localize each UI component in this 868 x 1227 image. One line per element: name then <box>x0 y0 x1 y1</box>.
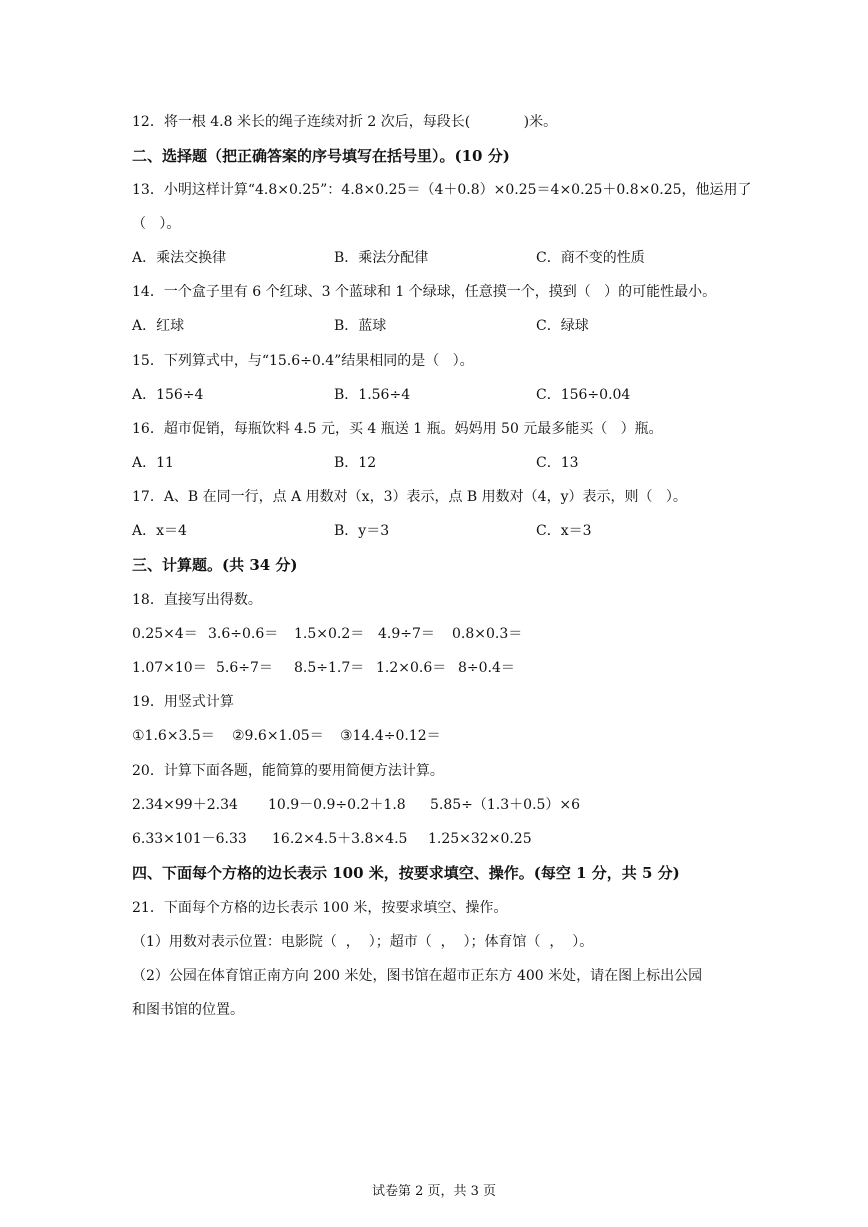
question-12: 12．将一根 4.8 米长的绳子连续对折 2 次后，每段长( )米。 <box>132 114 558 130</box>
option-a: A．156÷4 <box>132 387 204 403</box>
option-a: A．红球 <box>132 318 185 334</box>
option-c: C．x＝3 <box>536 523 592 539</box>
question-21: 21．下面每个方格的边长表示 100 米，按要求填空、操作。 <box>132 900 508 916</box>
vertical-calc-item: ①1.6×3.5＝ <box>132 728 215 744</box>
option-b: B．y＝3 <box>334 523 390 539</box>
option-c: C．156÷0.04 <box>536 387 631 403</box>
oral-calc-item: 0.8×0.3＝ <box>452 626 523 642</box>
question-14: 14．一个盒子里有 6 个红球、3 个蓝球和 1 个绿球，任意摸一个，摸到（ ）的可能性最小。 <box>132 284 717 300</box>
oral-calc-item: 1.07×10＝ <box>132 660 207 676</box>
option-a: A．乘法交换律 <box>132 250 227 266</box>
simplify-calc-item: 1.25×32×0.25 <box>428 831 532 847</box>
oral-calc-item: 1.2×0.6＝ <box>376 660 447 676</box>
oral-calc-item: 0.25×4＝ <box>132 626 198 642</box>
oral-calc-item: 8.5÷1.7＝ <box>294 660 365 676</box>
option-b: B．蓝球 <box>334 318 387 334</box>
oral-calc-item: 8÷0.4＝ <box>458 660 515 676</box>
simplify-calc-item: 16.2×4.5＋3.8×4.5 <box>272 831 408 847</box>
option-a: A．11 <box>132 455 174 471</box>
question-13-continuation: （ ）。 <box>132 216 181 232</box>
oral-calc-item: 5.6÷7＝ <box>216 660 273 676</box>
option-b: B．12 <box>334 455 377 471</box>
question-19: 19．用竖式计算 <box>132 694 234 710</box>
oral-calc-item: 4.9÷7＝ <box>378 626 435 642</box>
question-21-part-1: （1）用数对表示位置：电影院（ ， ）；超市（ ， ）；体育馆（ ， ）。 <box>132 934 594 950</box>
question-15: 15．下列算式中，与“15.6÷0.4”结果相同的是（ ）。 <box>132 353 474 369</box>
option-c: C．商不变的性质 <box>536 250 645 266</box>
section-4-title: 四、下面每个方格的边长表示 100 米，按要求填空、操作。(每空 1 分，共 5 分) <box>132 864 680 882</box>
question-20: 20．计算下面各题，能简算的要用简便方法计算。 <box>132 763 444 779</box>
oral-calc-item: 1.5×0.2＝ <box>294 626 365 642</box>
question-21-part-2: （2）公园在体育馆正南方向 200 米处，图书馆在超市正东方 400 米处，请在图上标出公园 <box>132 968 703 984</box>
question-13: 13．小明这样计算“4.8×0.25”：4.8×0.25＝（4＋0.8）×0.25＝4×0.25＋0.8×0.25，他运用了 <box>132 182 752 198</box>
section-2-title: 二、选择题（把正确答案的序号填写在括号里）。(10 分) <box>132 147 510 165</box>
oral-calc-item: 3.6÷0.6＝ <box>208 626 279 642</box>
simplify-calc-item: 6.33×101－6.33 <box>132 831 247 847</box>
option-b: B．1.56÷4 <box>334 387 411 403</box>
vertical-calc-item: ②9.6×1.05＝ <box>232 728 324 744</box>
simplify-calc-item: 10.9－0.9÷0.2＋1.8 <box>268 797 406 813</box>
question-17: 17．A、B 在同一行，点 A 用数对（x，3）表示，点 B 用数对（4，y）表示，则（ ）。 <box>132 489 687 505</box>
simplify-calc-item: 2.34×99＋2.34 <box>132 797 238 813</box>
page-footer: 试卷第 2 页，共 3 页 <box>371 1184 497 1199</box>
option-b: B．乘法分配律 <box>334 250 429 266</box>
vertical-calc-item: ③14.4÷0.12＝ <box>340 728 441 744</box>
option-a: A．x＝4 <box>132 523 187 539</box>
question-16: 16．超市促销，每瓶饮料 4.5 元，买 4 瓶送 1 瓶。妈妈用 50 元最多能买（ ）瓶。 <box>132 421 663 437</box>
section-3-title: 三、计算题。(共 34 分) <box>132 556 298 574</box>
question-18: 18．直接写出得数。 <box>132 592 262 608</box>
option-c: C．13 <box>536 455 579 471</box>
question-21-part-2-continuation: 和图书馆的位置。 <box>132 1002 244 1018</box>
simplify-calc-item: 5.85÷（1.3＋0.5）×6 <box>430 797 581 813</box>
option-c: C．绿球 <box>536 318 589 334</box>
